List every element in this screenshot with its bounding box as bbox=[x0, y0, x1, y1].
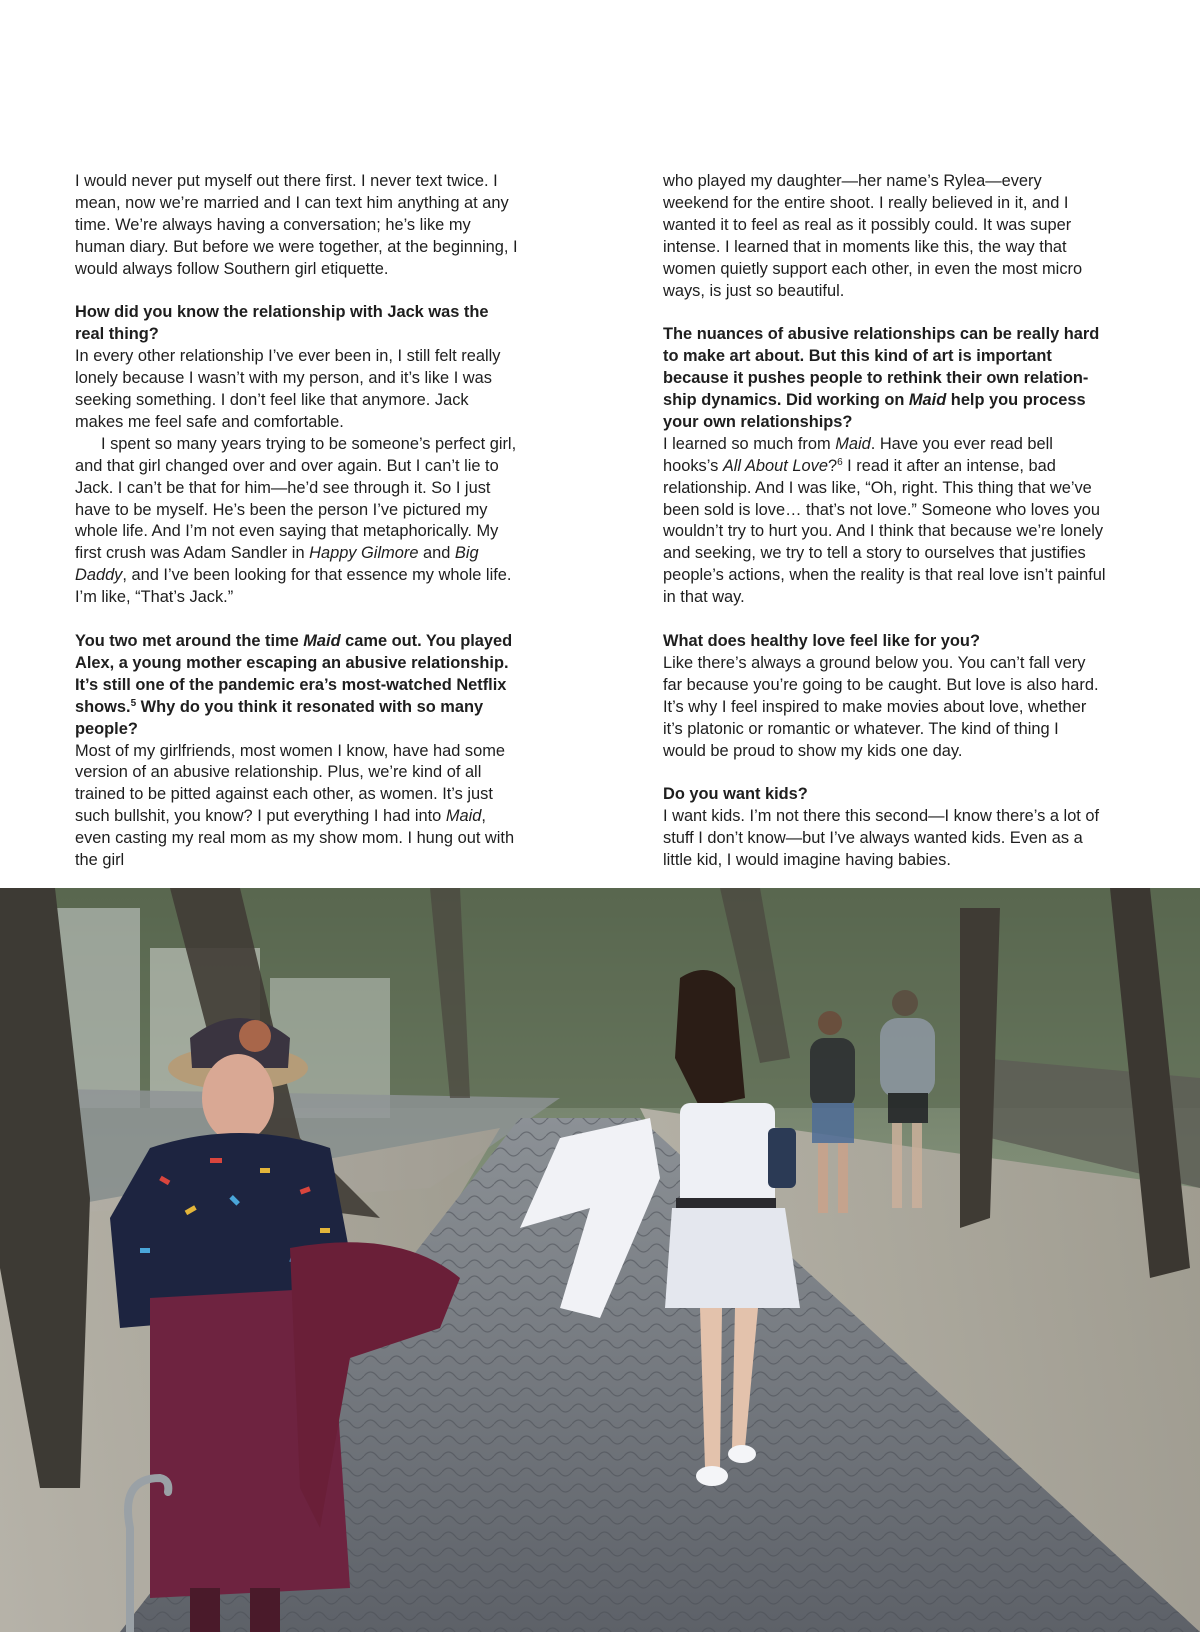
answer-paragraph: I learned so much from Maid. Have you ever read bell hooks’s All About Love?$^6$ I read it after an intense, bad relationship. And I was like, “Oh, right. This thing that we’ve been sold is love… that’s not love.” Someone who loves you wouldn’t try to hurt you. And I think that because we’re lonely and seeking, we try to tell a story to ourselves that justifies people’s actions, when the reality is that real love isn’t painful in that way. bbox=[663, 434, 1106, 607]
street-photo bbox=[0, 888, 1200, 1632]
interview-question: How did you know the relationship with Jack was the real thing? bbox=[75, 303, 489, 344]
answer-paragraph: I want kids. I’m not there this second—I know there’s a lot of stuff I don’t know—but I’ve always wanted kids. Even as a little kid, I would imagine having babies. bbox=[663, 807, 1100, 870]
article-column-right bbox=[663, 171, 1106, 872]
answer-paragraph: In every other relationship I’ve ever been in, I still felt really lonely because I wasn’t with my person, and it’s like I was seeking something. I don’t feel like that anymore. Jack makes me feel safe and comfortable. bbox=[75, 347, 501, 431]
footnote-marker: 5 bbox=[130, 697, 137, 709]
interview-question: What does healthy love feel like for you? bbox=[663, 632, 980, 650]
answer-paragraph: Most of my girlfriends, most women I know, have had some version of an abusive relationship. Plus, we’re kind of all trained to be pitted against each other, as women. It’s just such bullshit, you know? I put everything I had into Maid, even casting my real mom as my show mom. I hung out with the girl bbox=[75, 741, 515, 870]
article-column-left bbox=[75, 171, 518, 872]
answer-paragraph: I would never put myself out there first. I never text twice. I mean, now we’re married and I can text him anything at any time. We’re always having a conversation; he’s like my human diary. But before we were together, at the beginning, I would always follow Southern girl etiquette. bbox=[75, 172, 518, 278]
interview-question: Do you want kids? bbox=[663, 785, 808, 804]
interview-question: The nuances of abusive relationships can be really hard to make art about. But this kind of art is important because it pushes people to rethink their own relation-ship dynamics. Did working on Maid help you process your own relationships? bbox=[663, 325, 1100, 431]
answer-paragraph: who played my daughter—her name’s Rylea—every weekend for the entire shoot. I really believed in it, and I wanted it to feel as real as it possibly could. It was super intense. I learned that in moments like this, the way that women quietly support each other, in even the most micro ways, is just so beautiful. bbox=[663, 172, 1083, 300]
answer-paragraph: I spent so many years trying to be someone’s perfect girl, and that girl changed over and over again. But I can’t lie to Jack. I can’t be that for him—he’d see through it. So I just have to be myself. He’s been the person I’ve pictured my whole life. And I’m not even saying that metaphorically. My first crush was Adam Sandler in Happy Gilmore and Big Daddy, and I’ve been looking for that essence my whole life. I’m like, “That’s Jack.” bbox=[75, 434, 517, 607]
footnote-marker: 6 bbox=[837, 456, 843, 468]
interview-question: You two met around the time Maid came out. You played Alex, a young mother escaping an abusive relationship. It’s still one of the pandemic era’s most-watched Netflix shows.$^5$ Why do you think it resonated with so many people? bbox=[75, 632, 513, 738]
answer-paragraph: Like there’s always a ground below you. You can’t fall very far because you’re going to be caught. But love is also hard. It’s why I feel inspired to make movies about love, whether it’s platonic or romantic or whatever. The kind of thing I would be proud to show my kids one day. bbox=[663, 653, 1099, 760]
